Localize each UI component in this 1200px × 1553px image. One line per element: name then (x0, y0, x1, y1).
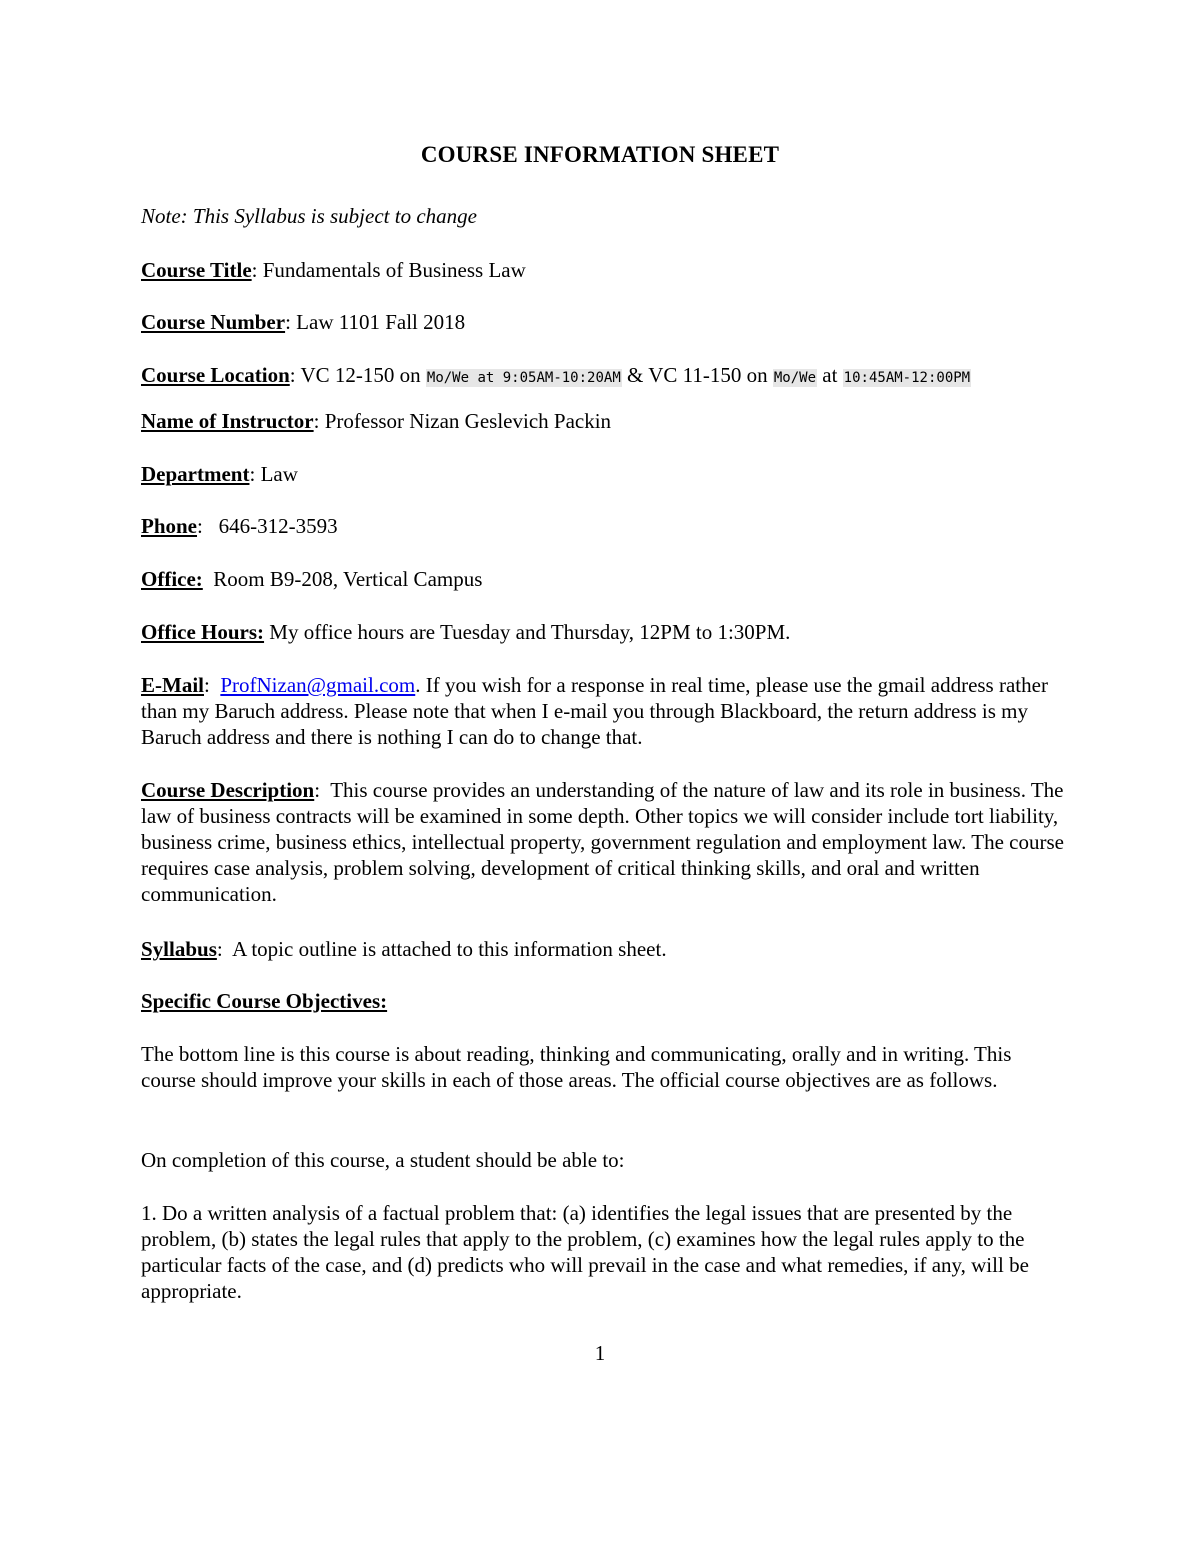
office-hours-row (141, 619, 1071, 645)
page-title: COURSE INFORMATION SHEET (420, 142, 780, 167)
objectives-intro: The bottom line is this course is about reading, thinking and communicating, orally and in writing. This course should improve your skills in each of those areas. The official course objectives are as follows. (141, 1042, 1012, 1092)
office-hours-value: My office hours are Tuesday and Thursday, 12PM to 1:30PM. (269, 620, 791, 644)
office-hours-label: Office Hours: (141, 620, 265, 644)
schedule-highlight: Mo/We at 9:05AM-10:20AM (426, 370, 621, 386)
syllabus-note: Note: This Syllabus is subject to change (141, 204, 477, 228)
email-paragraph (141, 672, 1071, 750)
office-value: Room B9-208, Vertical Campus (213, 567, 483, 591)
separator: : (313, 409, 325, 433)
course-number-row (141, 309, 1071, 335)
syllabus-row (141, 936, 1071, 962)
office-row (141, 566, 1071, 592)
course-title-label: Course Title (141, 258, 252, 282)
course-title-row (141, 257, 1071, 283)
objectives-heading-text: Specific Course Objectives: (141, 989, 388, 1013)
separator (203, 567, 214, 591)
objective-item-1: 1. Do a written analysis of a factual problem that: (a) identifies the legal issues that are presented by the problem, (b) states the legal rules that apply to the problem, (c) examines how the legal rules apply to the particular facts of the case, and (d) predicts who will prevail in the case and what remedies, if any, will be appropriate. (141, 1201, 1029, 1303)
syllabus-value: A topic outline is attached to this information sheet. (232, 937, 667, 961)
phone-label: Phone (141, 514, 198, 538)
separator: : (197, 514, 219, 538)
separator: : (314, 778, 331, 802)
separator: : (289, 363, 301, 387)
course-title-value: Fundamentals of Business Law (262, 258, 526, 282)
course-number-label: Course Number (141, 310, 286, 334)
phone-row (141, 513, 1071, 539)
course-number-value: Law 1101 Fall 2018 (296, 310, 466, 334)
course-description-paragraph (141, 777, 1071, 907)
page-number: 1 (594, 1341, 606, 1365)
course-description-text: This course provides an understanding of the nature of law and its role in business. The law of business contracts will be examined in some depth. Other topics we will consider include tort liability, business crime, business ethics, intellectual property, government regulation and employment law. The course requires case analysis, problem solving, development of critical thinking skills, and oral and written communication. (141, 778, 1064, 906)
email-text: . If you wish for a response in real time, please use the gmail address rather than my Baruch address. Please note that when I e-mail you through Blackboard, the return address is my Baruch address and there is nothing I can do to change that. (141, 673, 1048, 749)
schedule-highlight: Mo/We (773, 370, 817, 386)
objectives-heading (141, 988, 1071, 1014)
instructor-label: Name of Instructor (141, 409, 314, 433)
instructor-value: Professor Nizan Geslevich Packin (324, 409, 612, 433)
syllabus-label: Syllabus (141, 937, 217, 961)
separator: : (216, 937, 233, 961)
separator: : (249, 462, 261, 486)
course-location-text: & VC 11-150 on (621, 363, 773, 387)
instructor-row (141, 408, 1071, 434)
phone-value: 646-312-3593 (218, 514, 338, 538)
separator: : (204, 673, 221, 697)
email-link[interactable]: ProfNizan@gmail.com (220, 673, 416, 697)
separator: : (251, 258, 263, 282)
course-location-label: Course Location (141, 363, 290, 387)
course-location-text: VC 12-150 on (300, 363, 426, 387)
schedule-highlight: 10:45AM-12:00PM (843, 370, 971, 386)
course-description-label: Course Description (141, 778, 315, 802)
department-row (141, 461, 1071, 487)
department-label: Department (141, 462, 250, 486)
department-value: Law (260, 462, 298, 486)
course-location-row (141, 362, 1071, 391)
office-label: Office: (141, 567, 203, 591)
email-label: E-Mail (141, 673, 204, 697)
objectives-lead: On completion of this course, a student should be able to: (141, 1148, 625, 1172)
course-location-text: at (817, 363, 843, 387)
separator: : (285, 310, 297, 334)
